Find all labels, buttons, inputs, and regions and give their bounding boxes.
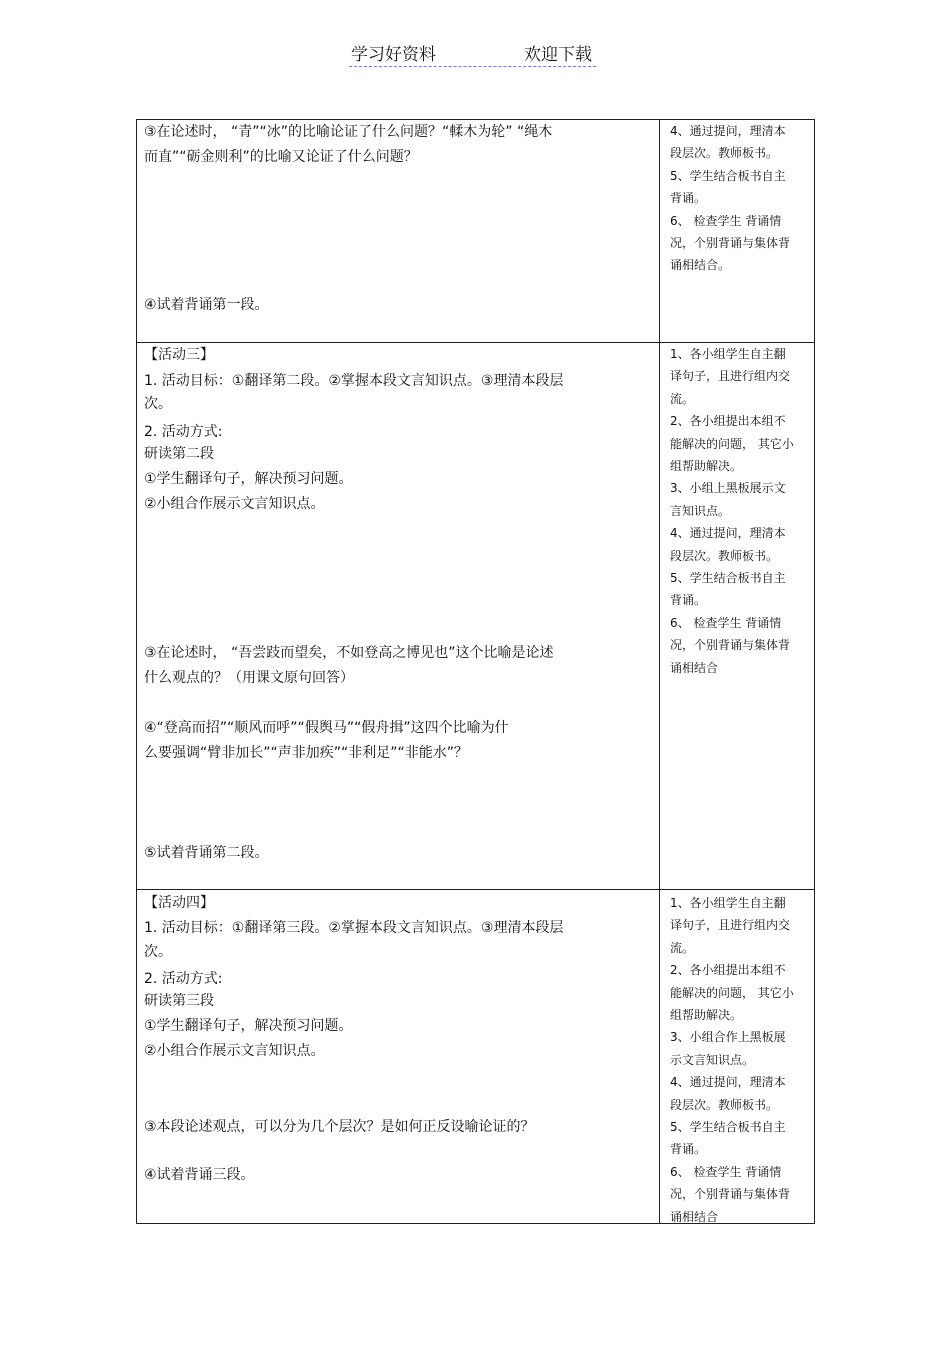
note-line: 5、学生结合板书自主 bbox=[670, 168, 786, 183]
note-line: 译句子，且进行组内交 bbox=[670, 918, 791, 933]
text-line: 次。 bbox=[144, 944, 172, 960]
activity-title: 【活动四】 bbox=[144, 895, 214, 911]
note-line: 言知识点。 bbox=[670, 503, 731, 518]
activity-title: 【活动三】 bbox=[144, 347, 214, 363]
header-left-text: 学习好资料 bbox=[351, 45, 436, 65]
note-line: 背诵。 bbox=[670, 593, 707, 608]
teacher-notes-cell bbox=[660, 343, 815, 890]
table-row bbox=[137, 343, 815, 890]
text-line: ③在论述时， “吾尝跂而望矣，不如登高之博见也”这个比喻是论述 bbox=[144, 645, 554, 661]
note-line: 诵相结合 bbox=[670, 660, 719, 675]
text-line: 研读第二段 bbox=[144, 446, 214, 462]
page-header bbox=[349, 40, 596, 67]
text-line: ③本段论述观点，可以分为几个层次？是如何正反设喻论证的？ bbox=[144, 1119, 535, 1135]
note-line: 2、各小组提出本组不 bbox=[670, 414, 786, 429]
note-line: 4、通过提问，理清本 bbox=[670, 124, 786, 138]
table-row bbox=[137, 890, 815, 1224]
text-line: ③在论述时， “青”“冰”的比喻论证了什么问题？“輮木为轮” “绳木 bbox=[144, 124, 553, 140]
teacher-notes-cell bbox=[660, 890, 815, 1224]
note-line: 2、各小组提出本组不 bbox=[670, 963, 786, 978]
note-line: 6、 检查学生 背诵情 bbox=[670, 1164, 782, 1179]
note-line: 4、通过提问，理清本 bbox=[670, 1075, 786, 1090]
text-line: 2. 活动方式: bbox=[144, 424, 223, 440]
text-line: 么要强调“臂非加长”“声非加疾”“非利足”“非能水”？ bbox=[144, 745, 469, 761]
note-line: 3、小组合作上黑板展 bbox=[670, 1030, 786, 1045]
header-right-text: 欢迎下载 bbox=[524, 45, 592, 65]
table-row bbox=[137, 120, 815, 343]
note-line: 况，个别背诵与集体背 bbox=[670, 1187, 791, 1202]
text-line: ②小组合作展示文言知识点。 bbox=[144, 1043, 325, 1059]
note-line: 3、小组上黑板展示文 bbox=[670, 481, 786, 496]
note-line: 能解决的问题， 其它小 bbox=[670, 985, 794, 1000]
note-line: 段层次。教师板书。 bbox=[670, 548, 779, 563]
note-line: 流。 bbox=[670, 940, 695, 955]
note-line: 译句子，且进行组内交 bbox=[670, 369, 791, 384]
text-line: 而直”“砺金则利”的比喻又论证了什么问题？ bbox=[144, 149, 418, 165]
note-line: 段层次。教师板书。 bbox=[670, 1097, 779, 1112]
note-line: 6、 检查学生 背诵情 bbox=[670, 615, 782, 630]
note-line: 1、各小组学生自主翻 bbox=[670, 347, 786, 361]
note-line: 况，个别背诵与集体背 bbox=[670, 236, 791, 250]
text-line: ⑤试着背诵第二段。 bbox=[144, 845, 269, 861]
note-line: 流。 bbox=[670, 391, 695, 406]
note-line: 5、学生结合板书自主 bbox=[670, 571, 786, 585]
note-line: 能解决的问题， 其它小 bbox=[670, 436, 794, 451]
note-line: 段层次。教师板书。 bbox=[670, 146, 779, 161]
activity-cell bbox=[137, 343, 660, 890]
note-line: 5、学生结合板书自主 bbox=[670, 1120, 786, 1134]
text-line: 研读第三段 bbox=[144, 993, 214, 1009]
text-line: 1. 活动目标：①翻译第二段。②掌握本段文言知识点。③理清本段层 bbox=[144, 373, 564, 389]
text-line: ④“登高而招”“顺风而呼”“假舆马”“假舟揖”这四个比喻为什 bbox=[144, 720, 509, 736]
text-line: 什么观点的？（用课文原句回答） bbox=[144, 670, 354, 686]
activity-cell bbox=[137, 120, 660, 343]
note-line: 示文言知识点。 bbox=[670, 1052, 755, 1067]
teacher-notes-cell bbox=[660, 120, 815, 343]
note-line: 背诵。 bbox=[670, 1142, 707, 1157]
text-line: 2. 活动方式: bbox=[144, 971, 223, 987]
activity-cell bbox=[137, 890, 660, 1224]
note-line: 诵相结合。 bbox=[670, 258, 731, 273]
text-line: 1. 活动目标：①翻译第三段。②掌握本段文言知识点。③理清本段层 bbox=[144, 920, 564, 936]
note-line: 4、通过提问，理清本 bbox=[670, 526, 786, 541]
note-line: 组帮助解决。 bbox=[670, 1008, 743, 1022]
note-line: 况，个别背诵与集体背 bbox=[670, 638, 791, 653]
text-line: ②小组合作展示文言知识点。 bbox=[144, 496, 325, 512]
text-line: ④试着背诵第一段。 bbox=[144, 297, 269, 313]
text-line: ④试着背诵三段。 bbox=[144, 1167, 255, 1183]
lesson-plan-table bbox=[136, 119, 815, 1224]
text-line: ①学生翻译句子，解决预习问题。 bbox=[144, 471, 353, 487]
note-line: 1、各小组学生自主翻 bbox=[670, 896, 786, 910]
note-line: 诵相结合 bbox=[670, 1209, 719, 1224]
note-line: 6、 检查学生 背诵情 bbox=[670, 213, 782, 228]
text-line: ①学生翻译句子，解决预习问题。 bbox=[144, 1018, 353, 1034]
note-line: 背诵。 bbox=[670, 191, 707, 206]
text-line: 次。 bbox=[144, 396, 172, 412]
note-line: 组帮助解决。 bbox=[670, 459, 743, 473]
